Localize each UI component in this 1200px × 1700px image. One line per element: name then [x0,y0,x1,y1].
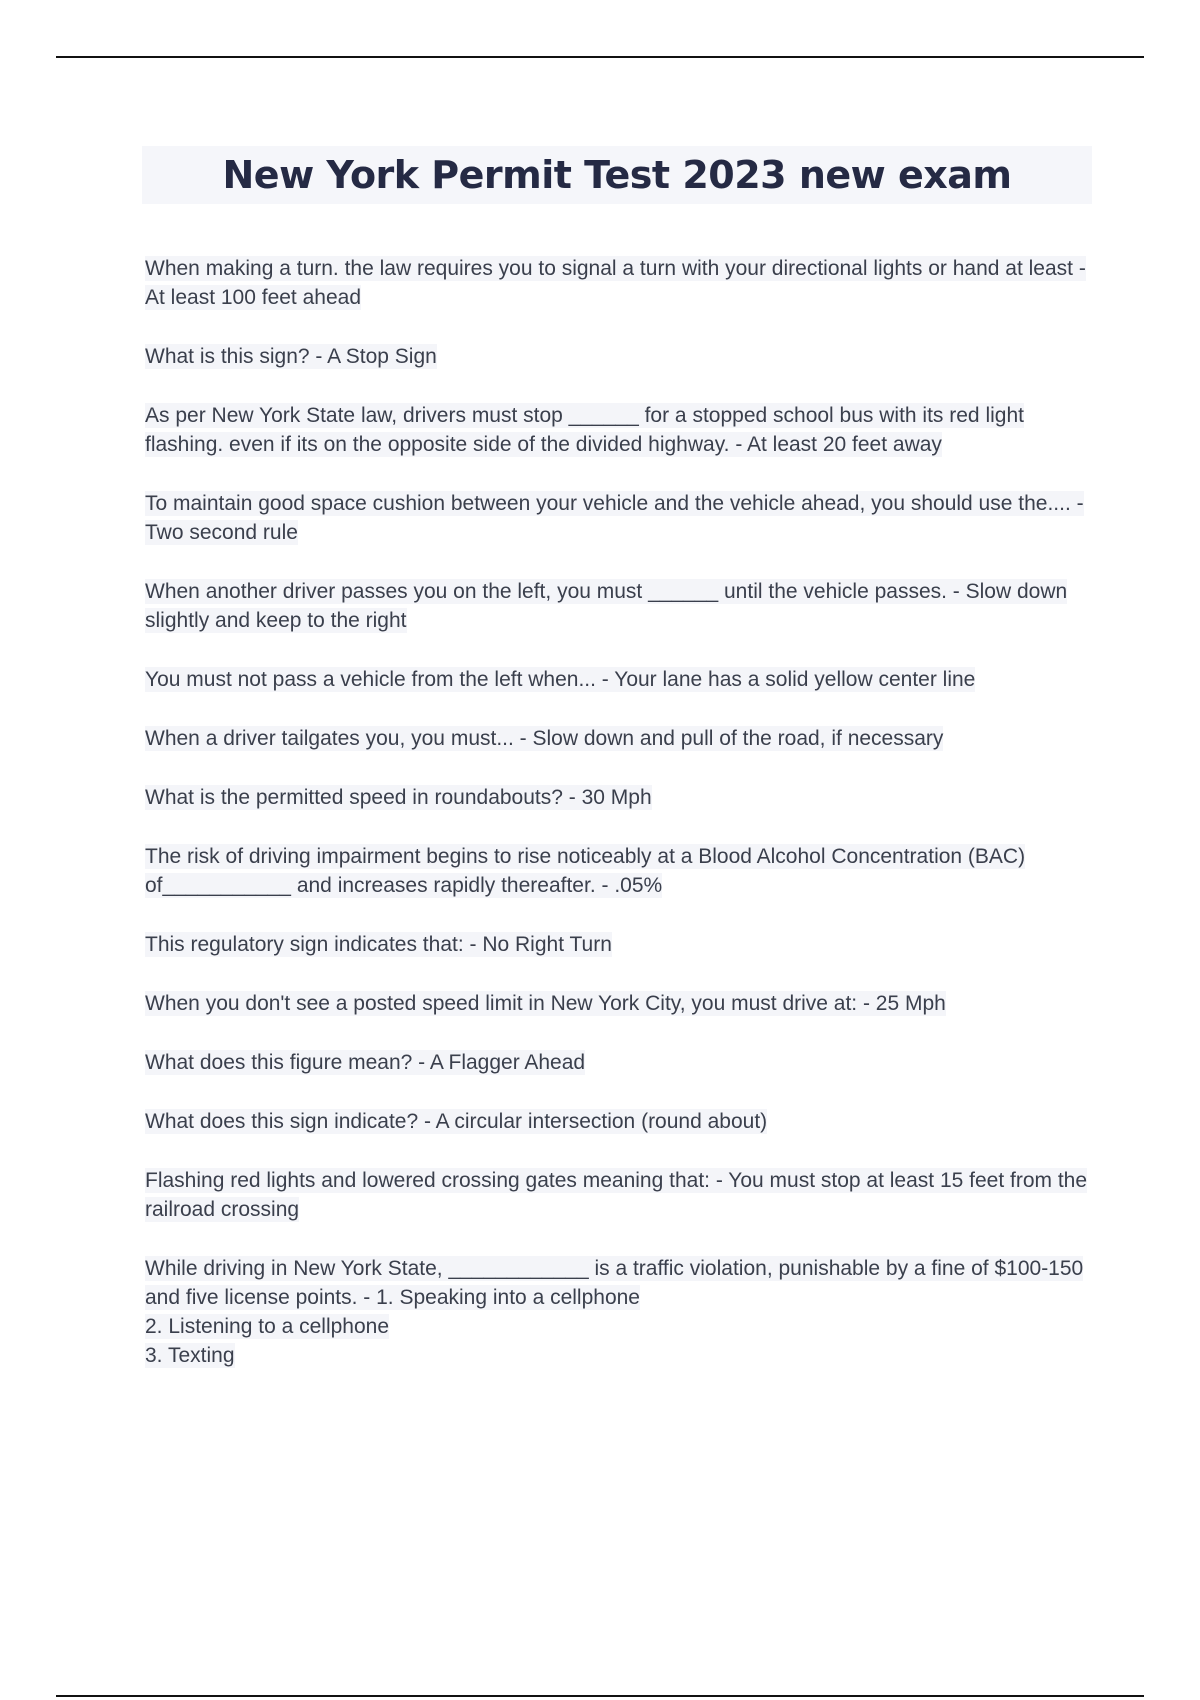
qa-text: While driving in New York State, ____________ is a traffic violation, punishable by a fine of $100-150 and five license points. - 1. Speaking into a cellphone [145,1257,1084,1309]
qa-line [145,1312,1090,1341]
qa-text: 3. Texting [145,1344,235,1367]
qa-item-5 [145,577,1090,635]
qa-item-10 [145,930,1090,959]
qa-item-11 [145,989,1090,1018]
qa-item-14 [145,1166,1090,1224]
qa-item-7 [145,724,1090,753]
qa-text: The risk of driving impairment begins to rise noticeably at a Blood Alcohol Concentration (BAC) of___________ and increases rapidly thereafter. - .05% [145,845,1026,897]
qa-item-6 [145,665,1090,694]
qa-text: What does this sign indicate? - A circular intersection (round about) [145,1110,768,1133]
qa-text: What does this figure mean? - A Flagger Ahead [145,1051,586,1074]
title-band [142,146,1092,204]
qa-item-4 [145,489,1090,547]
qa-item-13 [145,1107,1090,1136]
bottom-rule [56,1695,1144,1697]
qa-item-2 [145,342,1090,371]
qa-item-3 [145,401,1090,459]
qa-list [145,254,1090,1400]
qa-text: 2. Listening to a cellphone [145,1315,390,1338]
qa-item-12 [145,1048,1090,1077]
qa-text: What is the permitted speed in roundabouts? - 30 Mph [145,786,652,809]
qa-line [145,1341,1090,1370]
qa-text: When another driver passes you on the left, you must ______ until the vehicle passes. - Slow down slightly and keep to the right [145,580,1068,632]
qa-text: Flashing red lights and lowered crossing gates meaning that: - You must stop at least 15 feet from the railroad crossing [145,1169,1088,1221]
qa-item-9 [145,842,1090,900]
qa-text: You must not pass a vehicle from the left when... - Your lane has a solid yellow center line [145,668,976,691]
document-title: New York Permit Test 2023 new exam [222,153,1012,197]
qa-text: To maintain good space cushion between your vehicle and the vehicle ahead, you should use the.... - Two second rule [145,492,1084,544]
qa-text: When making a turn. the law requires you to signal a turn with your directional lights or hand at least - At least 100 feet ahead [145,257,1086,309]
qa-text: When a driver tailgates you, you must... - Slow down and pull of the road, if necessary [145,727,944,750]
qa-text: As per New York State law, drivers must stop ______ for a stopped school bus with its red light flashing. even if its on the opposite side of the divided highway. - At least 20 feet away [145,404,1024,456]
qa-text: When you don't see a posted speed limit in New York City, you must drive at: - 25 Mph [145,992,946,1015]
qa-text: What is this sign? - A Stop Sign [145,345,437,368]
qa-line [145,1254,1090,1312]
qa-item-15 [145,1254,1090,1370]
qa-item-1 [145,254,1090,312]
qa-item-8 [145,783,1090,812]
qa-text: This regulatory sign indicates that: - No Right Turn [145,933,612,956]
top-rule [56,56,1144,58]
